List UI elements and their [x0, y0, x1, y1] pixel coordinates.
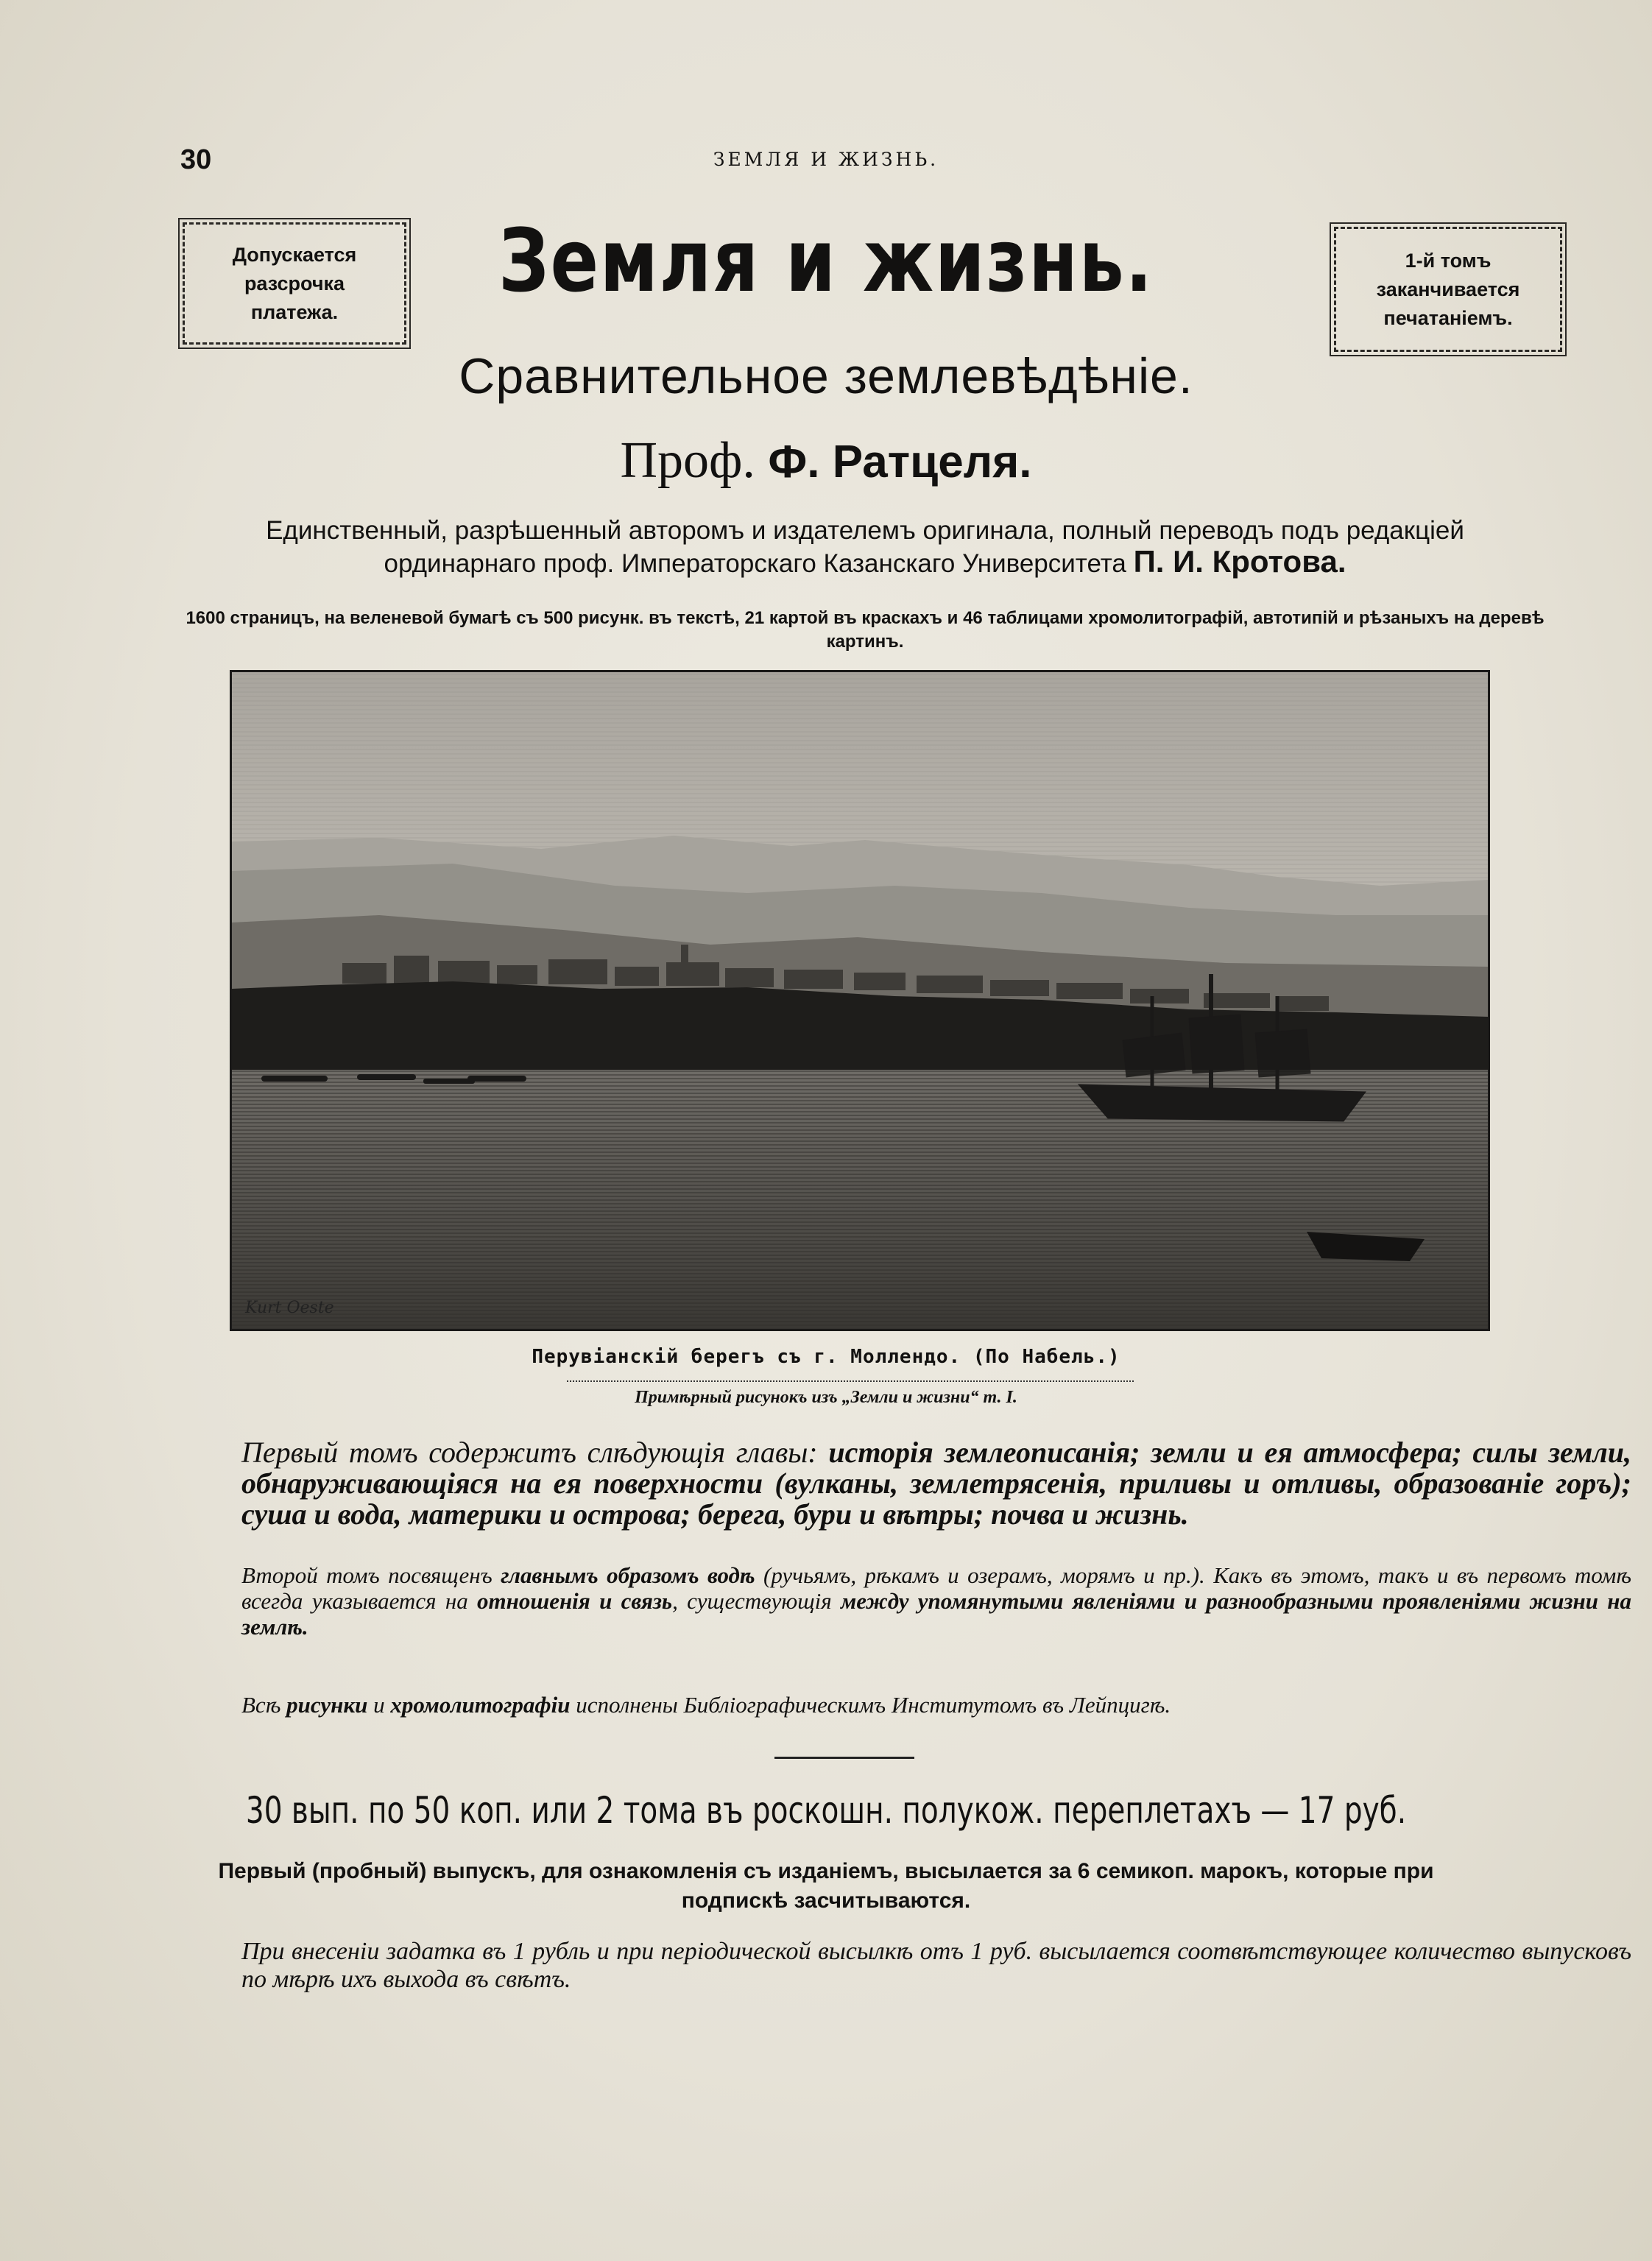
caption-divider	[567, 1380, 1134, 1382]
harbor-engraving	[232, 672, 1488, 1329]
book-subtitle: Сравнительное землевѣдѣніе.	[459, 348, 1193, 404]
volume-one-lead: Первый томъ содержитъ слѣдующія главы:	[241, 1436, 818, 1469]
running-head	[0, 144, 1652, 174]
engraver-signature: Kurt Oeste	[245, 1299, 334, 1317]
volume-one-chapters: исторія землеописанія; земли и ея атмосфера; силы земли, обнаруживающіяся на ея поверхности (вулканы, землетрясенія, приливы и отливы, образованіе горъ); суша и вода, материки и острова; берега, бури и вѣтры; почва и жизнь.	[241, 1436, 1631, 1531]
editor-name: П. И. Кротова.	[1133, 544, 1346, 579]
volume-two-emphasis-water: главнымъ образомъ водѣ	[501, 1562, 755, 1588]
book-title: Земля и жизнь.	[498, 210, 1154, 311]
volume-two-text-c: (ручьямъ, рѣкамъ и озерамъ, морямъ и пр.). Какъ въ этомъ, такъ и въ первомъ томѣ всегда указывается на	[241, 1562, 1632, 1614]
illustrations-paragraph	[160, 1692, 1631, 1718]
installment-notice-text: Допускается разсрочка платежа.	[232, 243, 357, 323]
illustration-caption: Перувіанскій берегъ съ г. Моллендо. (По Набель.)	[532, 1346, 1120, 1368]
illustrations-emphasis-chromolith: хромолитографіи	[390, 1692, 571, 1718]
illustrations-emphasis-drawings: рисунки	[286, 1692, 368, 1718]
volume-one-paragraph	[160, 1437, 1631, 1530]
section-divider	[774, 1757, 914, 1759]
author-name: Ф. Ратцеля.	[768, 437, 1032, 487]
author-prefix: Проф.	[620, 432, 755, 489]
specimen-note: Примѣрный рисунокъ изъ „Земли и жизни“ т. I.	[635, 1388, 1017, 1407]
edition-note	[199, 515, 1531, 579]
volume-two-text-e: , существующія	[672, 1588, 832, 1614]
trial-issue-note: Первый (пробный) выпускъ, для ознакомленія съ изданіемъ, высылается за 6 семикоп. марокъ, которые при подпискѣ засчитываются.	[218, 1859, 1434, 1913]
edition-text: Единственный, разрѣшенный авторомъ и издателемъ оригинала, полный переводъ подъ редакціей ординарнаго проф. Императорскаго Казанскаго Университета	[266, 516, 1464, 578]
volume-notice-text: 1-й томъ заканчивается печатаніемъ.	[1376, 249, 1520, 329]
volume-two-text-a: Второй томъ посвященъ	[241, 1562, 493, 1588]
price-line: 30 вып. по 50 коп. или 2 тома въ роскошн. полукож. переплетахъ — 17 руб.	[245, 1789, 1407, 1832]
illustrations-text-e: исполнены Библіографическимъ Институтомъ въ Лейпцигѣ.	[576, 1692, 1171, 1718]
page-number: 30	[180, 144, 212, 175]
volume-two-emphasis-life: между упомянутыми явленіями и разнообразными проявленіями жизни на землѣ.	[241, 1588, 1632, 1640]
running-title: ЗЕМЛЯ И ЖИЗНЬ.	[713, 149, 939, 170]
illustrations-text-c: и	[373, 1692, 385, 1718]
engraving-illustration	[230, 670, 1490, 1331]
author-line	[0, 431, 1652, 490]
illustrations-text-a: Всѣ	[241, 1692, 281, 1718]
book-specs: 1600 страницъ, на веленевой бумагѣ съ 500 рисунк. въ текстѣ, 21 картой въ краскахъ и 46 таблицами хромолитографій, автотипій и рѣзаныхъ на деревѣ картинъ.	[186, 608, 1545, 652]
deposit-note: При внесеніи задатка въ 1 рубль и при періодической высылкѣ отъ 1 руб. высылается соотвѣтствующее количество выпусковъ по мѣрѣ ихъ выхода въ свѣтъ.	[241, 1938, 1631, 1993]
volume-two-emphasis-relations: отношенія и связь	[477, 1588, 673, 1614]
volume-two-paragraph	[160, 1562, 1631, 1640]
